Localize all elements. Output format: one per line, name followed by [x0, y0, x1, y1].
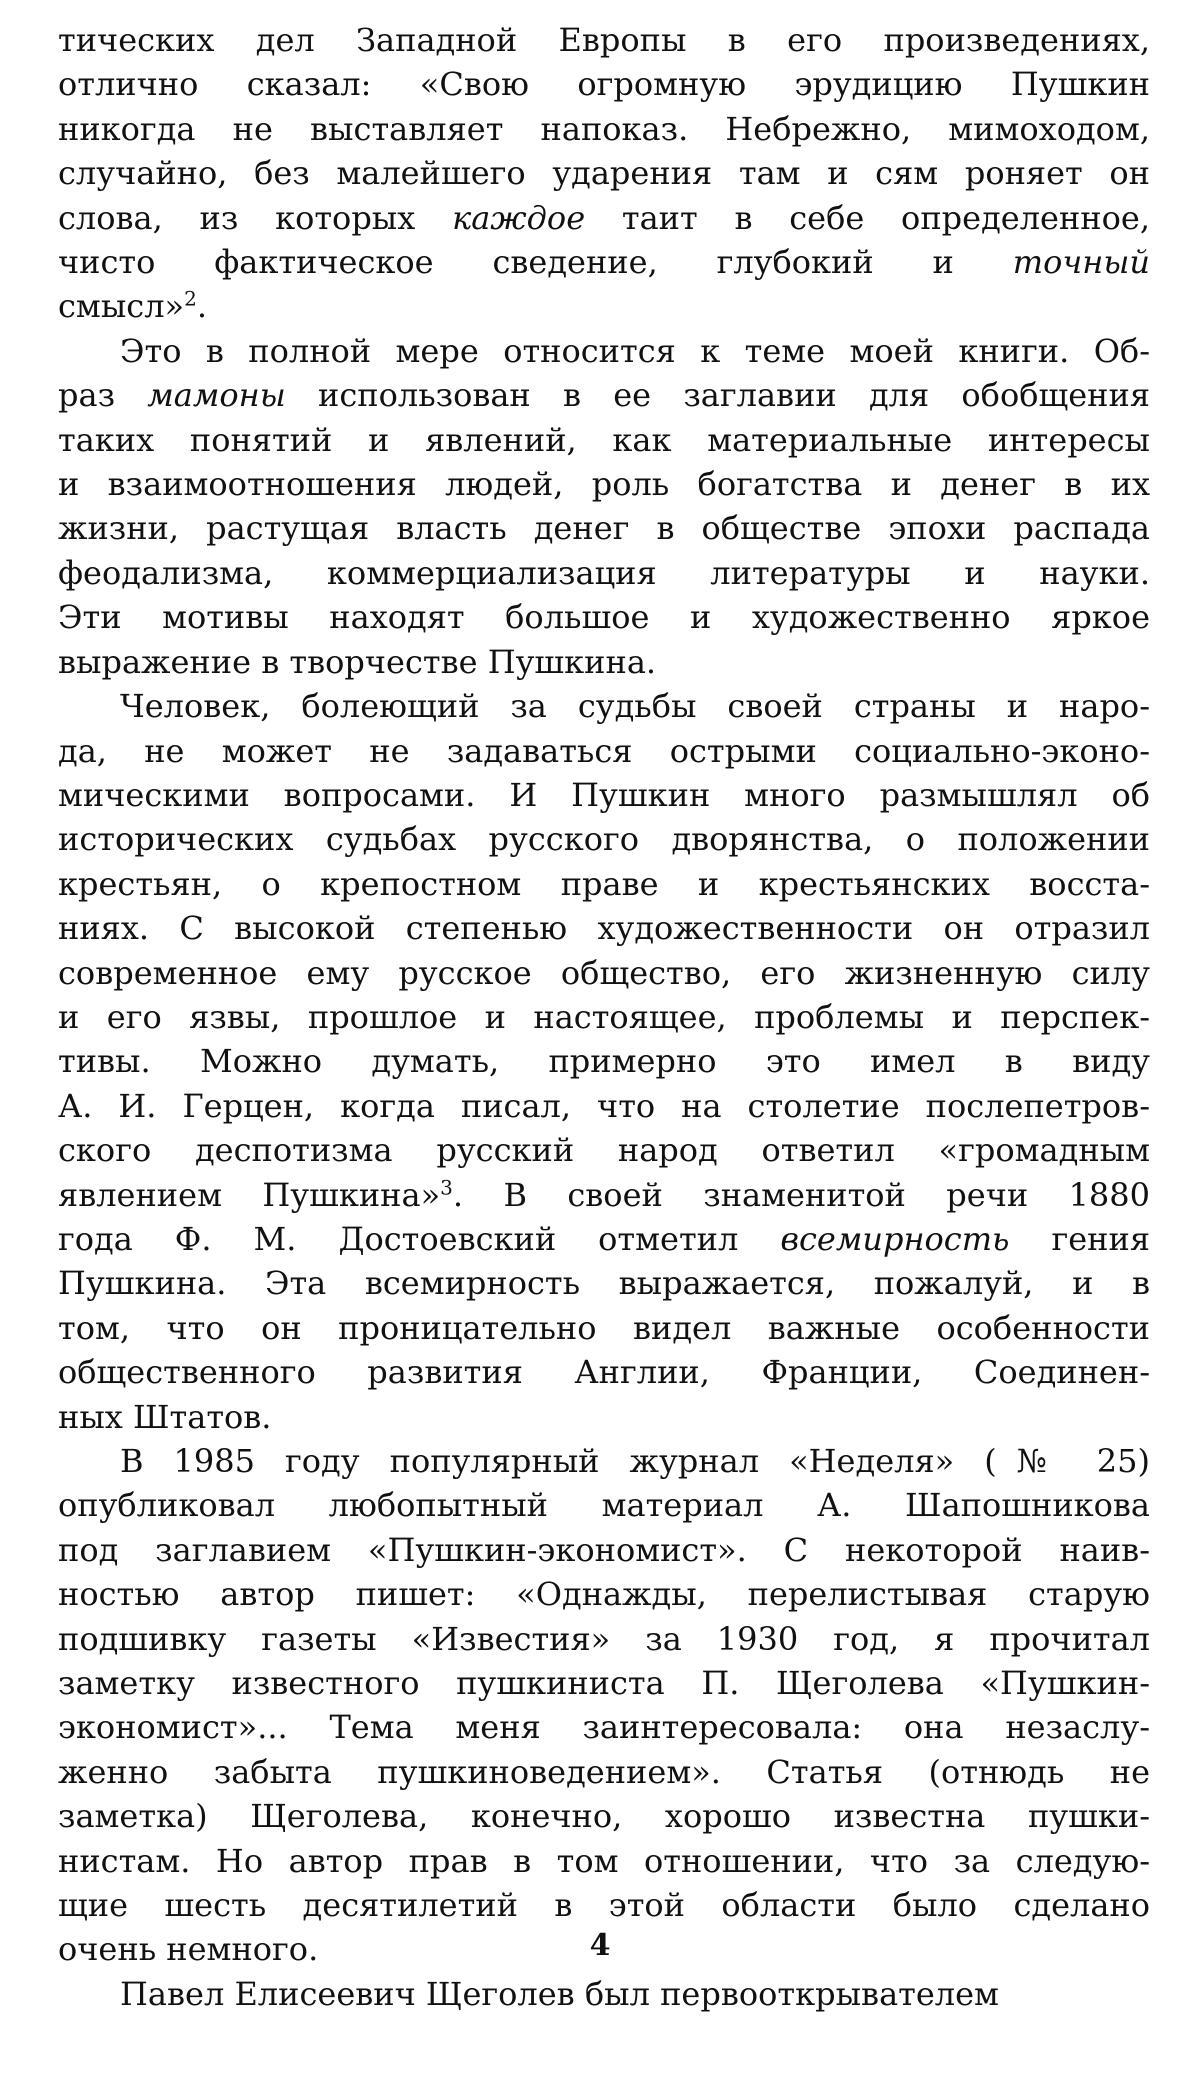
text-segment: Человек, болеющий за судьбы своей страны и наро-: [120, 687, 1150, 726]
paragraph: [58, 684, 1150, 1439]
text-segment: выражение в творчестве Пушкина.: [58, 642, 657, 681]
text-line: [58, 640, 1150, 684]
text-segment: чисто фактическое сведение, глубокий и: [58, 243, 1013, 282]
text-segment: да, не может не задаваться острыми социально-эконо-: [58, 731, 1150, 770]
text-line: [58, 1039, 1150, 1083]
text-line: [58, 1217, 1150, 1261]
text-segment: тических дел Западной Европы в его произведениях,: [58, 21, 1150, 59]
text-segment: щие шесть десятилетий в этой области было сделано: [58, 1886, 1150, 1925]
text-line: [58, 951, 1150, 995]
text-line: [58, 329, 1150, 373]
text-line: [58, 1883, 1150, 1927]
text-line: [58, 1395, 1150, 1439]
footnote-marker: 3: [440, 1174, 453, 1199]
emphasis-text: точный: [1012, 243, 1150, 282]
text-segment: женно забыта пушкиноведением». Статья (отнюдь не: [58, 1752, 1150, 1791]
text-segment: В 1985 году популярный журнал «Неделя» (№ 25): [120, 1442, 1150, 1480]
text-segment: очень немного.: [58, 1930, 319, 1969]
text-segment: А. И. Герцен, когда писал, что на столетие послепетров-: [58, 1086, 1150, 1125]
text-line: [58, 551, 1150, 595]
text-body: [58, 18, 1150, 2016]
text-line: [58, 684, 1150, 728]
text-line: [58, 773, 1150, 817]
text-line: [58, 151, 1150, 195]
text-segment: использован в ее заглавии для обобщения: [285, 376, 1151, 415]
text-segment: Павел Елисеевич Щеголев был первооткрывателем: [120, 1974, 999, 2013]
text-segment: ных Штатов.: [58, 1397, 272, 1436]
text-segment: том, что он проницательно видел важные особенности: [58, 1308, 1150, 1347]
text-segment: под заглавием «Пушкин-экономист». С некоторой наив-: [58, 1530, 1150, 1569]
text-segment: крестьян, о крепостном праве и крестьянских восста-: [58, 864, 1150, 903]
book-page: [58, 18, 1150, 2016]
page-number: 4: [589, 1928, 611, 1963]
text-line: [58, 1084, 1150, 1128]
text-line: [58, 1750, 1150, 1794]
text-segment: современное ему русское общество, его жизненную силу: [58, 953, 1150, 992]
text-segment: случайно, без малейшего ударения там и сям роняет он: [58, 154, 1150, 193]
text-segment: таит в себе определенное,: [585, 198, 1151, 237]
text-line: [58, 1306, 1150, 1350]
text-line: [58, 107, 1150, 151]
text-segment: ского деспотизма русский народ ответил «громадным: [58, 1131, 1150, 1170]
text-segment: гения: [1009, 1219, 1151, 1258]
text-segment: Это в полной мере относится к теме моей книги. Об-: [120, 331, 1150, 370]
text-segment: слова, из которых: [58, 198, 453, 237]
text-segment: экономист»... Тема меня заинтересовала: она незаслу-: [58, 1708, 1150, 1747]
emphasis-text: мамоны: [147, 376, 286, 415]
text-segment: явлением Пушкина»: [58, 1175, 441, 1214]
text-line: [58, 906, 1150, 950]
text-segment: общественного развития Англии, Франции, Соединен-: [58, 1353, 1150, 1392]
text-line: [58, 1617, 1150, 1661]
text-line: [58, 729, 1150, 773]
text-line: [58, 284, 1150, 328]
text-line: [58, 1528, 1150, 1572]
text-segment: ниях. С высокой степенью художественности он отразил: [58, 909, 1150, 948]
text-line: [58, 817, 1150, 861]
text-line: [58, 1350, 1150, 1394]
text-segment: . В своей знаменитой речи 1880: [452, 1175, 1151, 1214]
text-line: [58, 1972, 1150, 2016]
footnote-marker: 2: [184, 286, 197, 311]
text-segment: жизни, растущая власть денег в обществе эпохи распада: [58, 509, 1150, 548]
text-segment: мическими вопросами. И Пушкин много размышлял об: [58, 775, 1150, 814]
text-line: [58, 18, 1150, 62]
text-line: [58, 1261, 1150, 1305]
text-segment: опубликовал любопытный материал А. Шапошникова: [58, 1486, 1150, 1525]
text-line: [58, 1572, 1150, 1616]
text-segment: раз: [58, 376, 148, 415]
text-line: [58, 62, 1150, 106]
text-line: [58, 240, 1150, 284]
text-line: [58, 462, 1150, 506]
text-line: [58, 995, 1150, 1039]
text-segment: и его язвы, прошлое и настоящее, проблемы и перспек-: [58, 997, 1150, 1036]
text-segment: тивы. Можно думать, примерно это имел в виду: [58, 1042, 1150, 1081]
text-line: [58, 1839, 1150, 1883]
text-segment: и взаимоотношения людей, роль богатства и денег в их: [58, 465, 1150, 504]
text-line: [58, 418, 1150, 462]
text-segment: исторических судьбах русского дворянства, о положении: [58, 820, 1150, 859]
text-line: [58, 1483, 1150, 1527]
paragraph: [58, 1972, 1150, 2016]
text-segment: подшивку газеты «Известия» за 1930 год, я прочитал: [58, 1619, 1150, 1658]
text-segment: отлично сказал: «Свою огромную эрудицию Пушкин: [58, 65, 1150, 104]
emphasis-text: каждое: [452, 198, 586, 237]
text-segment: никогда не выставляет напоказ. Небрежно, мимоходом,: [58, 109, 1150, 148]
text-line: [58, 373, 1150, 417]
text-line: [58, 1128, 1150, 1172]
emphasis-text: всемирность: [780, 1219, 1010, 1258]
text-line: [58, 595, 1150, 639]
text-line: [58, 1794, 1150, 1838]
text-line: [58, 1439, 1150, 1483]
text-segment: ностью автор пишет: «Однажды, перелистывая старую: [58, 1575, 1150, 1614]
text-line: [58, 1661, 1150, 1705]
text-segment: .: [196, 287, 208, 326]
text-line: [58, 862, 1150, 906]
text-segment: нистам. Но автор прав в том отношении, что за следую-: [58, 1841, 1150, 1880]
paragraph: [58, 1439, 1150, 1972]
text-line: [58, 1173, 1150, 1217]
text-line: [58, 196, 1150, 240]
text-segment: таких понятий и явлений, как материальные интересы: [58, 420, 1150, 459]
text-segment: заметку известного пушкиниста П. Щеголева «Пушкин-: [58, 1664, 1150, 1703]
text-line: [58, 1705, 1150, 1749]
text-segment: Пушкина. Эта всемирность выражается, пожалуй, и в: [58, 1264, 1150, 1303]
text-line: [58, 506, 1150, 550]
text-segment: года Ф. М. Достоевский отметил: [58, 1219, 781, 1258]
text-segment: феодализма, коммерциализация литературы и науки.: [58, 553, 1150, 592]
text-segment: Эти мотивы находят большое и художественно яркое: [58, 598, 1150, 637]
text-segment: смысл»: [58, 287, 185, 326]
text-segment: заметка) Щеголева, конечно, хорошо известна пушки-: [58, 1797, 1150, 1836]
paragraph: [58, 329, 1150, 684]
paragraph: [58, 18, 1150, 329]
